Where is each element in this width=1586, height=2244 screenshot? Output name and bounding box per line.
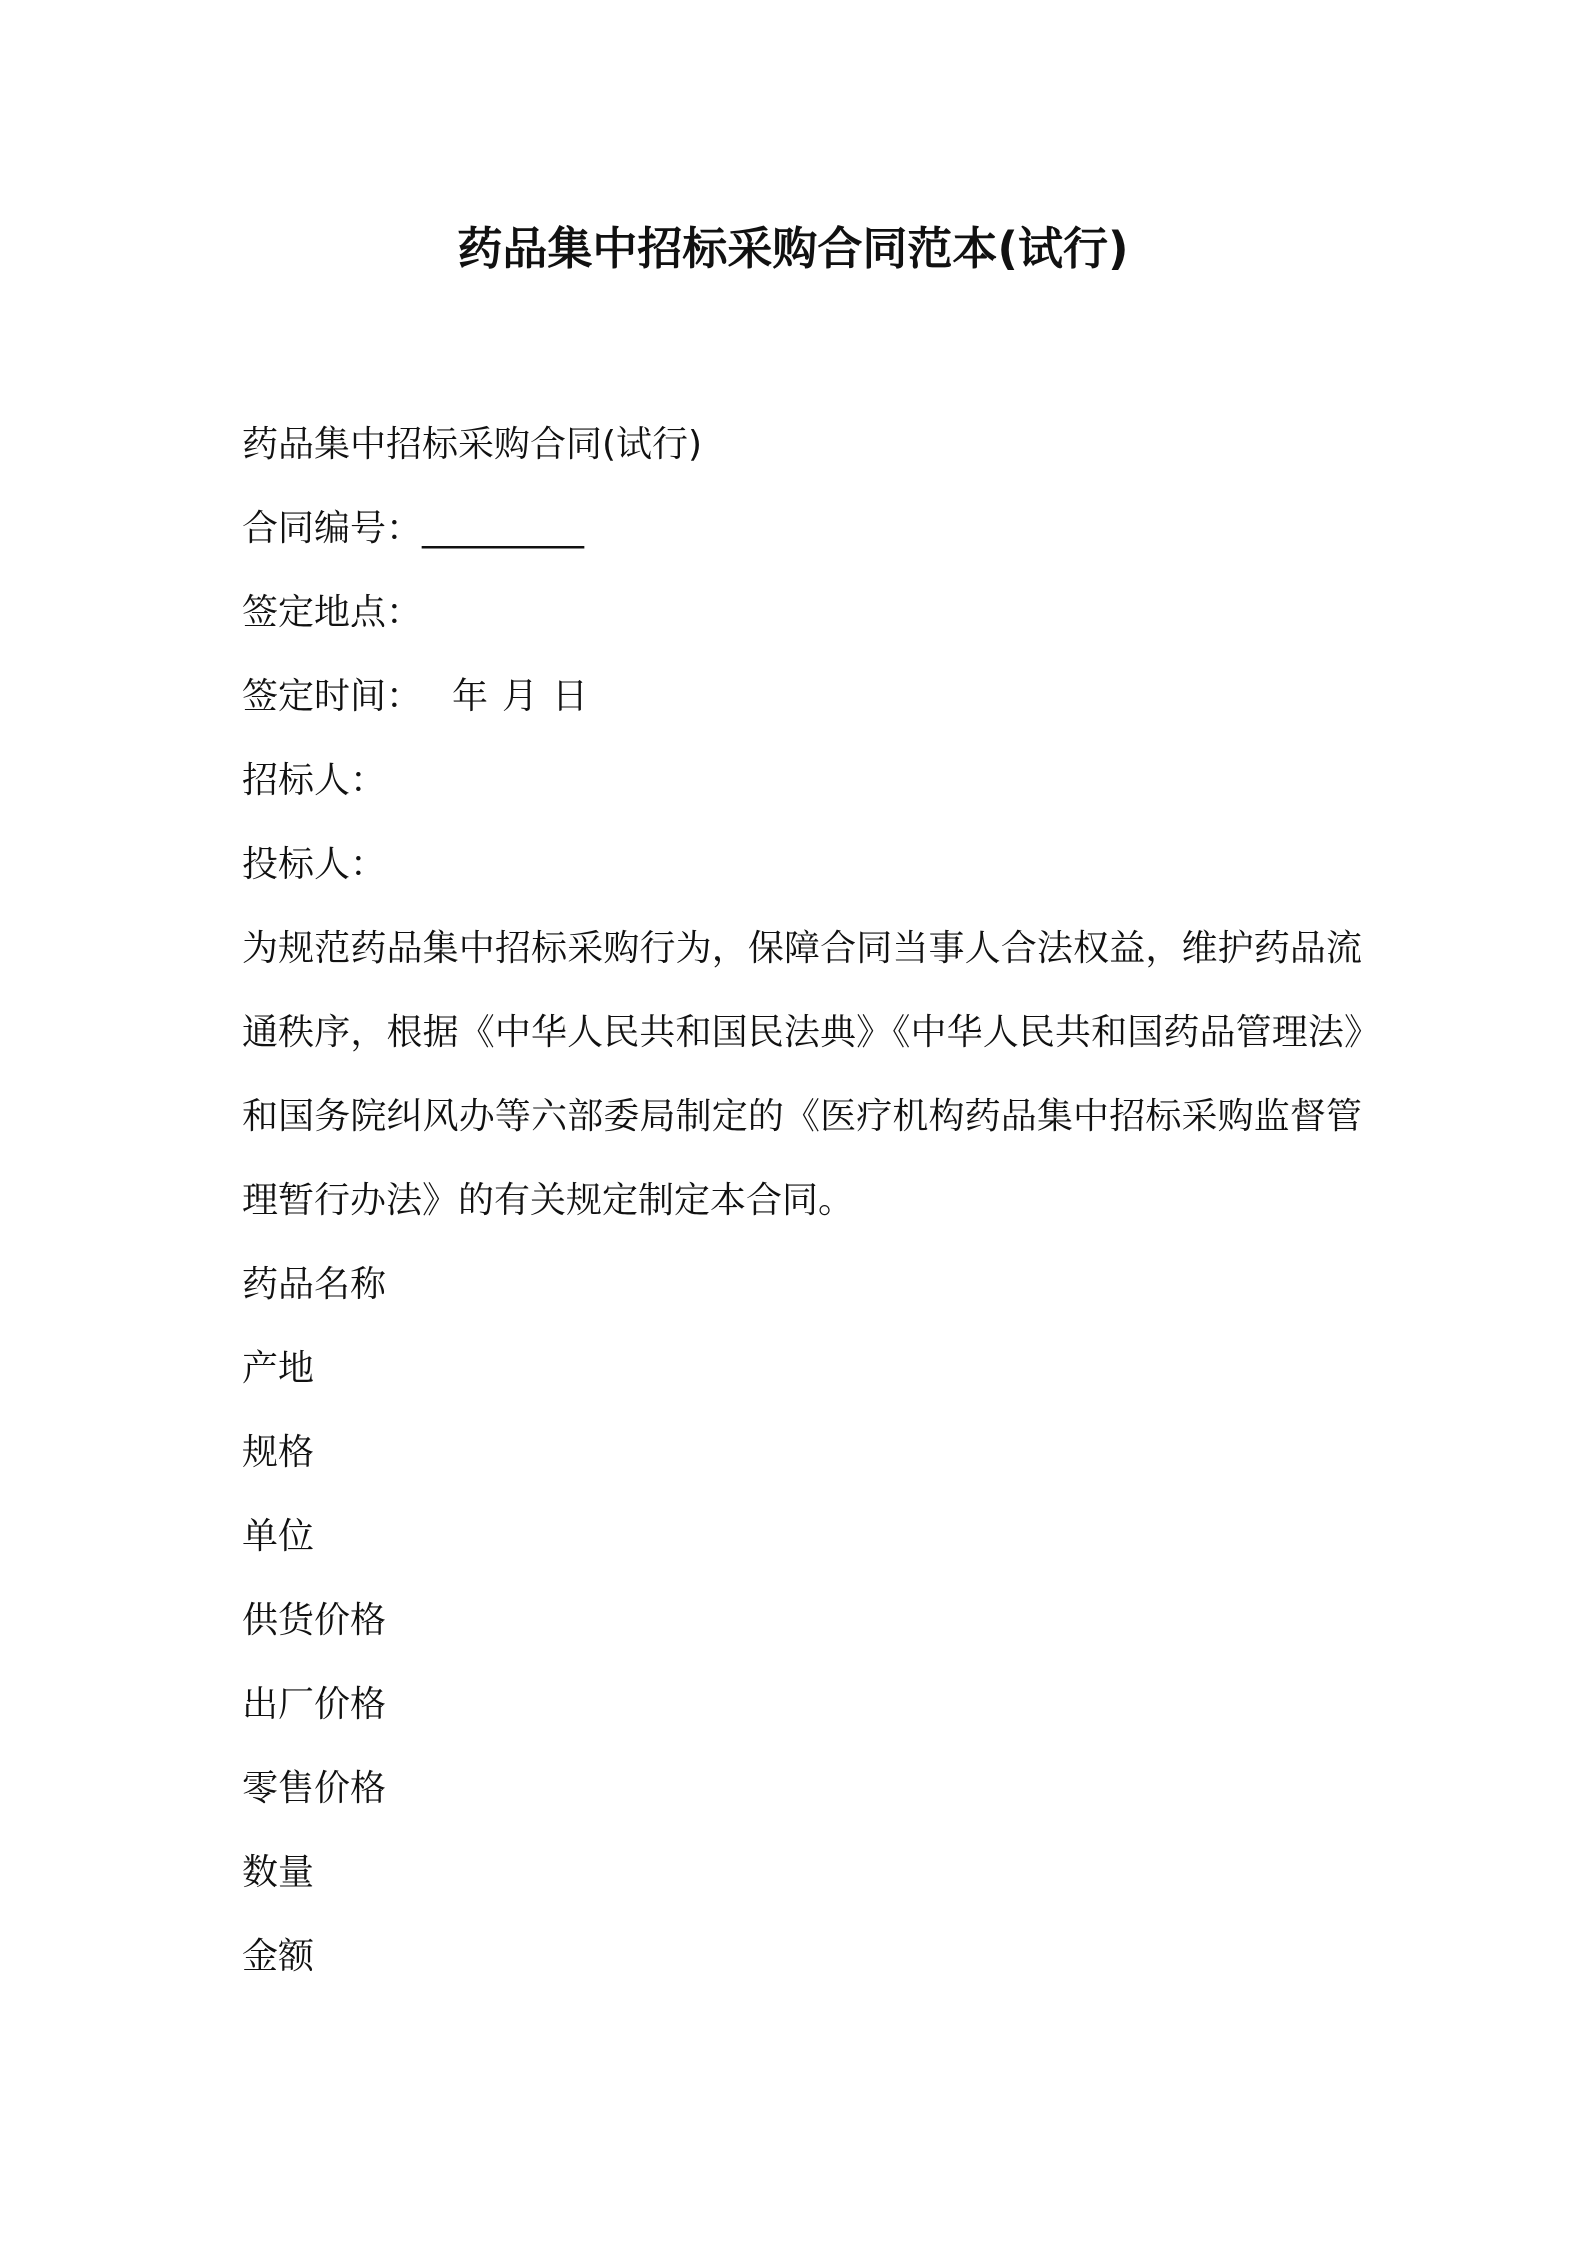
- field-unit: 单位: [242, 1516, 315, 1557]
- bidder-line: [242, 823, 1362, 907]
- field-drug-name: 药品名称: [242, 1264, 387, 1305]
- tenderer-label: 招标人：: [242, 760, 387, 801]
- sign-place-line: [242, 571, 1362, 655]
- field-specification: 规格: [242, 1432, 315, 1473]
- sign-place-label: 签定地点：: [242, 592, 423, 633]
- tenderer-line: [242, 739, 1362, 823]
- contract-number-blank: _________: [422, 508, 585, 549]
- contract-number-label: 合同编号：: [242, 508, 423, 549]
- sign-time-year: 年: [452, 676, 489, 717]
- field-quantity: 数量: [242, 1852, 315, 1893]
- document-body: [242, 403, 1362, 1999]
- sign-time-month: 月: [502, 676, 539, 717]
- contract-subtitle: 药品集中招标采购合同(试行): [242, 424, 703, 465]
- field-supply-price: 供货价格: [242, 1600, 387, 1641]
- field-factory-price: 出厂价格: [242, 1684, 387, 1725]
- field-amount: 金额: [242, 1936, 315, 1977]
- field-origin: 产地: [242, 1348, 315, 1389]
- document-title: 药品集中招标采购合同范本(试行): [457, 222, 1129, 275]
- sign-time-line: [242, 655, 1362, 739]
- intro-paragraph: 为规范药品集中招标采购行为，保障合同当事人合法权益，维护药品流通秩序，根据《中华人民共和国民法典》《中华人民共和国药品管理法》和国务院纠风办等六部委局制定的《医疗机构药品集中招标采购监督管理暂行办法》的有关规定制定本合同。: [242, 928, 1362, 1221]
- sign-time-day: 日: [552, 676, 589, 717]
- field-retail-price: 零售价格: [242, 1768, 387, 1809]
- bidder-label: 投标人：: [242, 844, 387, 885]
- contract-number-line: [242, 487, 1362, 571]
- sign-time-label: 签定时间：: [242, 676, 423, 717]
